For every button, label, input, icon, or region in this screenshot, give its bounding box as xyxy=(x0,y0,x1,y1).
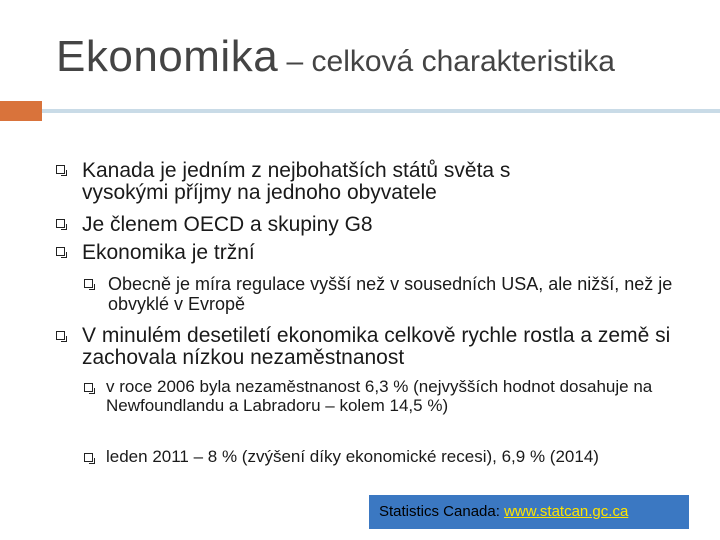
sub-bullet-text: Obecně je míra regulace vyšší než v sousedních USA, ale nižší, než je obvyklé v Evropě xyxy=(108,274,673,314)
source-label: Statistics Canada: xyxy=(379,503,505,520)
source-footer xyxy=(379,503,628,520)
square-bullet-icon xyxy=(56,165,65,174)
sub-bullet-text: leden 2011 – 8 % (zvýšení díky ekonomické recesi), 6,9 % (2014) xyxy=(106,447,599,466)
square-bullet-icon xyxy=(84,279,93,288)
bullet-text: V minulém desetiletí ekonomika celkově rychle rostla a země si zachovala nízkou nezaměstnanost xyxy=(82,324,671,369)
square-bullet-icon xyxy=(84,453,93,462)
bullet-text: Je členem OECD a skupiny G8 xyxy=(82,213,373,236)
bullet-text: Kanada je jedním z nejbohatších států světa s vysokými příjmy na jednoho obyvatele xyxy=(82,159,511,204)
square-bullet-icon xyxy=(56,331,65,340)
slide-title-sub: – celková charakteristika xyxy=(278,45,615,78)
slide-title-main: Ekonomika xyxy=(56,32,279,81)
source-link[interactable]: www.statcan.gc.ca xyxy=(504,503,629,520)
sub-bullet-text: v roce 2006 byla nezaměstnanost 6,3 % (nejvyšších hodnot dosahuje na Newfoundlandu a Labradoru – kolem 14,5 %) xyxy=(106,377,653,415)
square-bullet-icon xyxy=(84,383,93,392)
bullet-text: Ekonomika je tržní xyxy=(82,241,255,264)
square-bullet-icon xyxy=(56,219,65,228)
square-bullet-icon xyxy=(56,247,65,256)
